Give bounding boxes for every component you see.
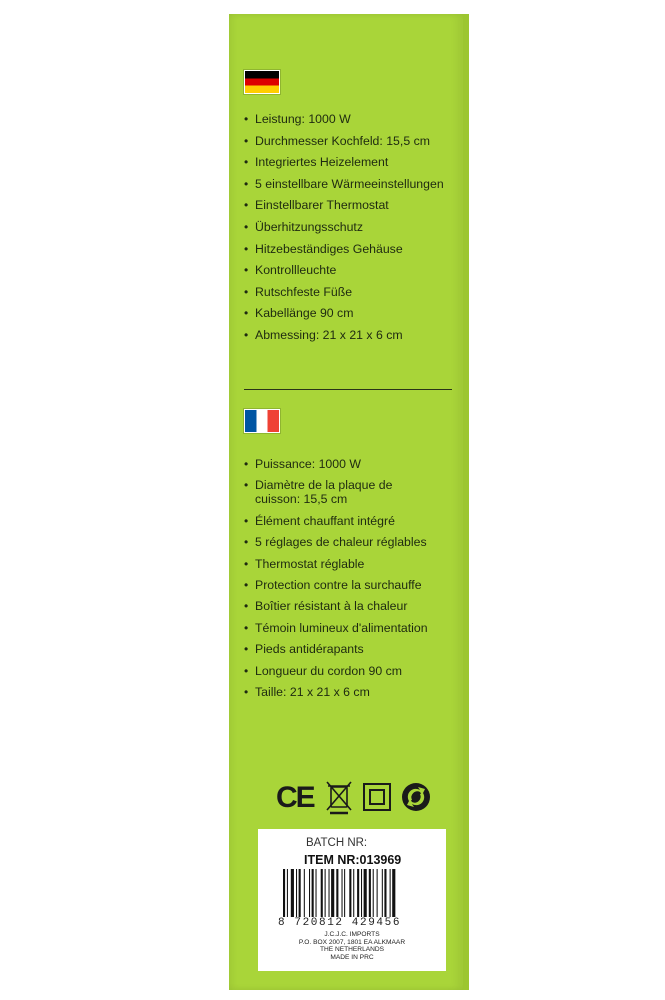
- ce-mark-icon: CE: [276, 781, 314, 814]
- barcode-bar: [325, 869, 326, 917]
- germany-flag-icon: [244, 70, 280, 94]
- barcode-bar: [390, 869, 391, 917]
- item-number: ITEM NR:013969: [304, 853, 402, 867]
- barcode-bar: [377, 869, 378, 917]
- list-item: • Taille: 21 x 21 x 6 cm: [244, 685, 444, 699]
- barcode-bar: [331, 869, 334, 917]
- list-item: • Thermostat réglable: [244, 557, 444, 571]
- list-item: • Diamètre de la plaque de cuisson: 15,5 cm: [244, 478, 405, 506]
- list-item: • Rutschfeste Füße: [244, 285, 444, 299]
- list-item: • Leistung: 1000 W: [244, 112, 444, 126]
- barcode-bar: [299, 869, 301, 917]
- list-item: • 5 einstellbare Wärmeeinstellungen: [244, 177, 444, 191]
- list-item: • Protection contre la surchauffe: [244, 578, 444, 592]
- list-item: • Kabellänge 90 cm: [244, 306, 444, 320]
- french-spec-list: [244, 457, 444, 706]
- list-item: • Longueur du cordon 90 cm: [244, 664, 444, 678]
- recycle-icon: [402, 783, 430, 811]
- barcode-bar: [361, 869, 362, 917]
- barcode-bar: [316, 869, 317, 917]
- list-item: • Pieds antidérapants: [244, 642, 444, 656]
- barcode-bar: [329, 869, 330, 917]
- barcode-bar: [304, 869, 305, 917]
- barcode-bar: [291, 869, 294, 917]
- barcode-digits: 8 720812 429456: [278, 917, 402, 929]
- list-item: • Einstellbarer Thermostat: [244, 198, 444, 212]
- barcode-bar: [349, 869, 351, 917]
- barcode-bar: [357, 869, 359, 917]
- list-item: • Témoin lumineux d'alimentation: [244, 621, 444, 635]
- barcode-bar: [369, 869, 371, 917]
- barcode-bar: [373, 869, 374, 917]
- list-item: • Durchmesser Kochfeld: 15,5 cm: [244, 134, 444, 148]
- barcode-bar: [344, 869, 345, 917]
- german-spec-list: [244, 112, 444, 350]
- barcode-bar: [283, 869, 285, 917]
- list-item: • Boîtier résistant à la chaleur: [244, 599, 444, 613]
- barcode-bar: [384, 869, 386, 917]
- address-line: J.C.J.C. IMPORTS: [324, 931, 380, 938]
- barcode-bar: [287, 869, 288, 917]
- certification-marks: [276, 779, 436, 815]
- importer-address: [258, 931, 446, 961]
- barcode-bar: [392, 869, 395, 917]
- address-line: THE NETHERLANDS: [319, 946, 385, 954]
- list-item: • Integriertes Heizelement: [244, 155, 444, 169]
- france-flag-icon: [244, 409, 280, 433]
- barcode-bar: [364, 869, 367, 917]
- address-line: P.O. BOX 2007, 1801 EA ALKMAAR: [298, 938, 406, 946]
- batch-number: BATCH NR:: [306, 837, 368, 849]
- barcode-bar: [382, 869, 383, 917]
- barcode-bar: [336, 869, 338, 917]
- section-divider: [244, 389, 452, 390]
- list-item: • Hitzebeständiges Gehäuse: [244, 242, 444, 256]
- barcode-bar: [353, 869, 354, 917]
- list-item: • Élément chauffant intégré: [244, 514, 444, 528]
- weee-bin-icon: [327, 782, 351, 813]
- list-item: • 5 réglages de chaleur réglables: [244, 535, 444, 549]
- barcode-bar: [309, 869, 310, 917]
- barcode-icon: [281, 869, 433, 919]
- barcode-bar: [342, 869, 343, 917]
- double-insulation-icon: [364, 784, 390, 810]
- list-item: • Abmessing: 21 x 21 x 6 cm: [244, 328, 444, 342]
- list-item: • Puissance: 1000 W: [244, 457, 444, 471]
- box-edge: [463, 14, 469, 990]
- address-line: MADE IN PRC: [330, 953, 374, 961]
- barcode-bar: [312, 869, 314, 917]
- barcode-bar: [296, 869, 297, 917]
- list-item: • Kontrollleuchte: [244, 263, 444, 277]
- list-item: • Überhitzungsschutz: [244, 220, 444, 234]
- barcode-bar: [321, 869, 323, 917]
